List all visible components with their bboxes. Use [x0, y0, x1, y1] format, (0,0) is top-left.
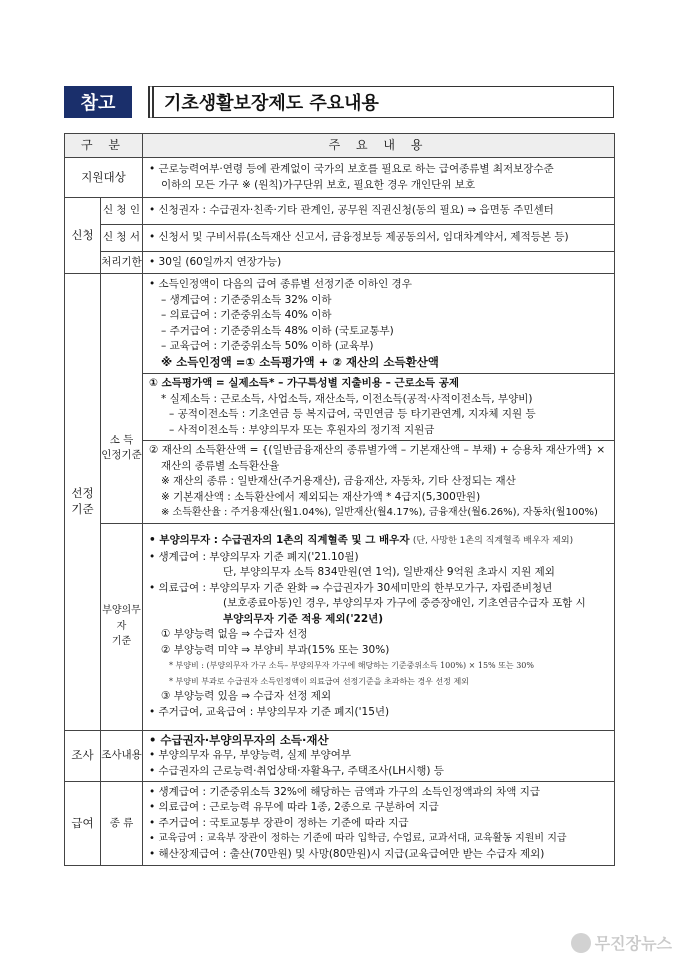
text-line: – 교육급여 : 기준중위소득 50% 이하 (교육부)	[161, 340, 374, 352]
content-documents: • 신청서 및 구비서류(소득재산 신고서, 금융정보등 제공동의서, 임대차계약서, 제적등본 등)	[143, 225, 615, 252]
label-deadline: 처리기한	[101, 252, 143, 274]
text-line: – 의료급여 : 기준중위소득 40% 이하	[161, 309, 332, 321]
criteria-spacer	[101, 274, 143, 374]
text-line: • 부양의무자 : 수급권자의 1촌의 직계혈족 및 그 배우자	[149, 534, 410, 546]
label-apply: 신청	[65, 198, 101, 274]
label-target: 지원대상	[65, 158, 143, 198]
content-criteria-intro	[143, 274, 615, 374]
text-line: ※ 재산의 종류 : 일반재산(주거용재산), 금융재산, 자동차, 기타 산정되는 재산	[161, 475, 516, 487]
text-line: (보호종료아동)인 경우, 부양의무자 가구에 중증장애인, 기초연금수급자 포함 시	[223, 597, 586, 609]
text-line: ① 소득평가액 = 실제소득* – 가구특성별 지출비용 – 근로소득 공제	[149, 377, 460, 389]
formula-line: ※ 소득인정액 =① 소득평가액 + ② 재산의 소득환산액	[161, 354, 439, 369]
text-line: ※ 기본재산액 : 소득환산에서 제외되는 재산가액 * 4급지(5,300만원)	[161, 490, 481, 503]
table-header-row	[65, 134, 615, 158]
text-line: 재산의 종류별 소득환산율	[161, 459, 280, 472]
label-benefits: 급여	[65, 782, 101, 866]
row-criteria-income	[65, 374, 615, 441]
document-title: 기초생활보장제도 주요내용	[148, 86, 614, 118]
content-target	[143, 158, 615, 198]
row-apply-applicant	[65, 198, 615, 225]
text-line: ※ 소득환산율 : 주거용재산(월1.04%), 일반재산(월4.17%), 금융재산(월6.26%), 자동차(월100%)	[161, 507, 598, 518]
watermark-text: 무진장뉴스	[594, 934, 672, 953]
label-documents: 신 청 서	[101, 225, 143, 252]
row-target	[65, 158, 615, 198]
content-applicant: • 신청권자 : 수급권자·친족·기타 관계인, 공무원 직권신청(동의 필요) ⇒ 읍면동 주민센터	[143, 198, 615, 225]
text-line: ② 재산의 소득환산액 = {(일반금융재산의 종류별가액 – 기본재산액 – 부채) + 승용차 재산가액} ×	[149, 444, 606, 456]
text-line: • 수급권자의 근로능력·취업상태·자활욕구, 주택조사(LH시행) 등	[149, 764, 444, 777]
text-line: * 실제소득 : 근로소득, 사업소득, 재산소득, 이전소득(공적·사적이전소득, 부양비)	[161, 392, 533, 405]
text-line: • 교육급여 : 교육부 장관이 정하는 기준에 따라 입학금, 수업료, 교과서대, 교육활동 지원비 지급	[149, 833, 567, 845]
text-line: ① 부양능력 없음 ⇒ 수급자 선정	[161, 628, 308, 640]
label-applicant: 신 청 인	[101, 198, 143, 225]
content-survey	[143, 730, 615, 782]
text-line: • 부양의무자 유무, 부양능력, 실제 부양여부	[149, 749, 351, 761]
text-line: • 수급권자·부양의무자의 소득·재산	[149, 732, 329, 747]
text-line: – 사적이전소득 : 부양의무자 또는 후원자의 정기적 지원금	[169, 423, 435, 436]
row-criteria-asset	[65, 441, 615, 524]
text-line: 이하의 모든 가구 ※ (원칙)가구단위 보호, 필요한 경우 개인단위 보호	[161, 178, 476, 191]
text-note: * 부양비 : (부양의무자 가구 소득– 부양의무자 가구에 해당하는 기준중위소득 100%) × 15% 또는 30%	[169, 661, 534, 670]
label-income-criteria: 소 득 인정기준	[101, 374, 143, 524]
text-line: • 주거급여 : 국토교통부 장관이 정하는 기준에 따라 지급	[149, 816, 409, 829]
text-line: • 생계급여 : 부양의무자 기준 폐지('21.10월)	[149, 550, 359, 563]
text-line: • 생계급여 : 기준중위소득 32%에 해당하는 금액과 가구의 소득인정액과의 차액 지급	[149, 785, 541, 798]
text-line: – 생계급여 : 기준중위소득 32% 이하	[161, 293, 332, 306]
text-line: • 주거급여, 교육급여 : 부양의무자 기준 폐지('15년)	[149, 705, 390, 718]
row-apply-deadline	[65, 252, 615, 274]
watermark-logo-icon	[571, 933, 591, 953]
content-support-obligor	[143, 523, 615, 730]
text-line: • 의료급여 : 근로능력 유무에 따라 1종, 2종으로 구분하여 지급	[149, 801, 439, 814]
label-criteria: 선정 기준	[65, 274, 101, 731]
col-header-category: 구 분	[65, 134, 143, 158]
text-note: * 부양비 부과로 수급권자 소득인정액이 의료급여 선정기준을 초과하는 경우 선정 제외	[169, 676, 469, 686]
text-line: • 근로능력여부·연령 등에 관계없이 국가의 보호를 필요로 하는 급여종류별 최저보장수준	[149, 163, 554, 175]
watermark	[571, 931, 672, 954]
content-income-eval	[143, 374, 615, 441]
label-survey-content: 조사내용	[101, 730, 143, 782]
row-criteria-intro	[65, 274, 615, 374]
document-header	[64, 86, 614, 118]
text-line: – 공적이전소득 : 기초연금 등 복지급여, 국민연금 등 타기관연계, 지자체 지원 등	[169, 408, 536, 420]
benefit-summary-table	[64, 133, 615, 866]
content-deadline: • 30일 (60일까지 연장가능)	[143, 252, 615, 274]
row-benefits	[65, 782, 615, 866]
text-line: 부양의무자 기준 적용 제외('22년)	[223, 612, 384, 625]
text-line: • 해산장제급여 : 출산(70만원) 및 사망(80만원)시 지급(교육급여만 받는 수급자 제외)	[149, 847, 545, 860]
label-benefit-types: 종 류	[101, 782, 143, 866]
text-line: 단, 부양의무자 소득 834만원(연 1억), 일반재산 9억원 초과시 지원 제외	[223, 566, 555, 578]
col-header-content: 주 요 내 용	[143, 134, 615, 158]
label-support-obligor: 부양의무자 기준	[101, 523, 143, 730]
label-survey: 조사	[65, 730, 101, 782]
text-note: (단, 사망한 1촌의 직계혈족 배우자 제외)	[412, 536, 574, 546]
text-line: ② 부양능력 미약 ⇒ 부양비 부과(15% 또는 30%)	[161, 643, 390, 656]
row-survey	[65, 730, 615, 782]
reference-badge: 참고	[64, 86, 132, 118]
text-line: – 주거급여 : 기준중위소득 48% 이하 (국토교통부)	[161, 324, 394, 337]
row-apply-documents	[65, 225, 615, 252]
text-line: • 의료급여 : 부양의무자 기준 완화 ⇒ 수급권자가 30세미만의 한부모가구, 자립준비청년	[149, 581, 553, 594]
content-asset-conversion	[143, 441, 615, 524]
content-benefits	[143, 782, 615, 866]
text-line: ③ 부양능력 있음 ⇒ 수급자 선정 제외	[161, 690, 332, 702]
row-criteria-support	[65, 523, 615, 730]
text-line: • 소득인정액이 다음의 급여 종류별 선정기준 이하인 경우	[149, 278, 412, 290]
